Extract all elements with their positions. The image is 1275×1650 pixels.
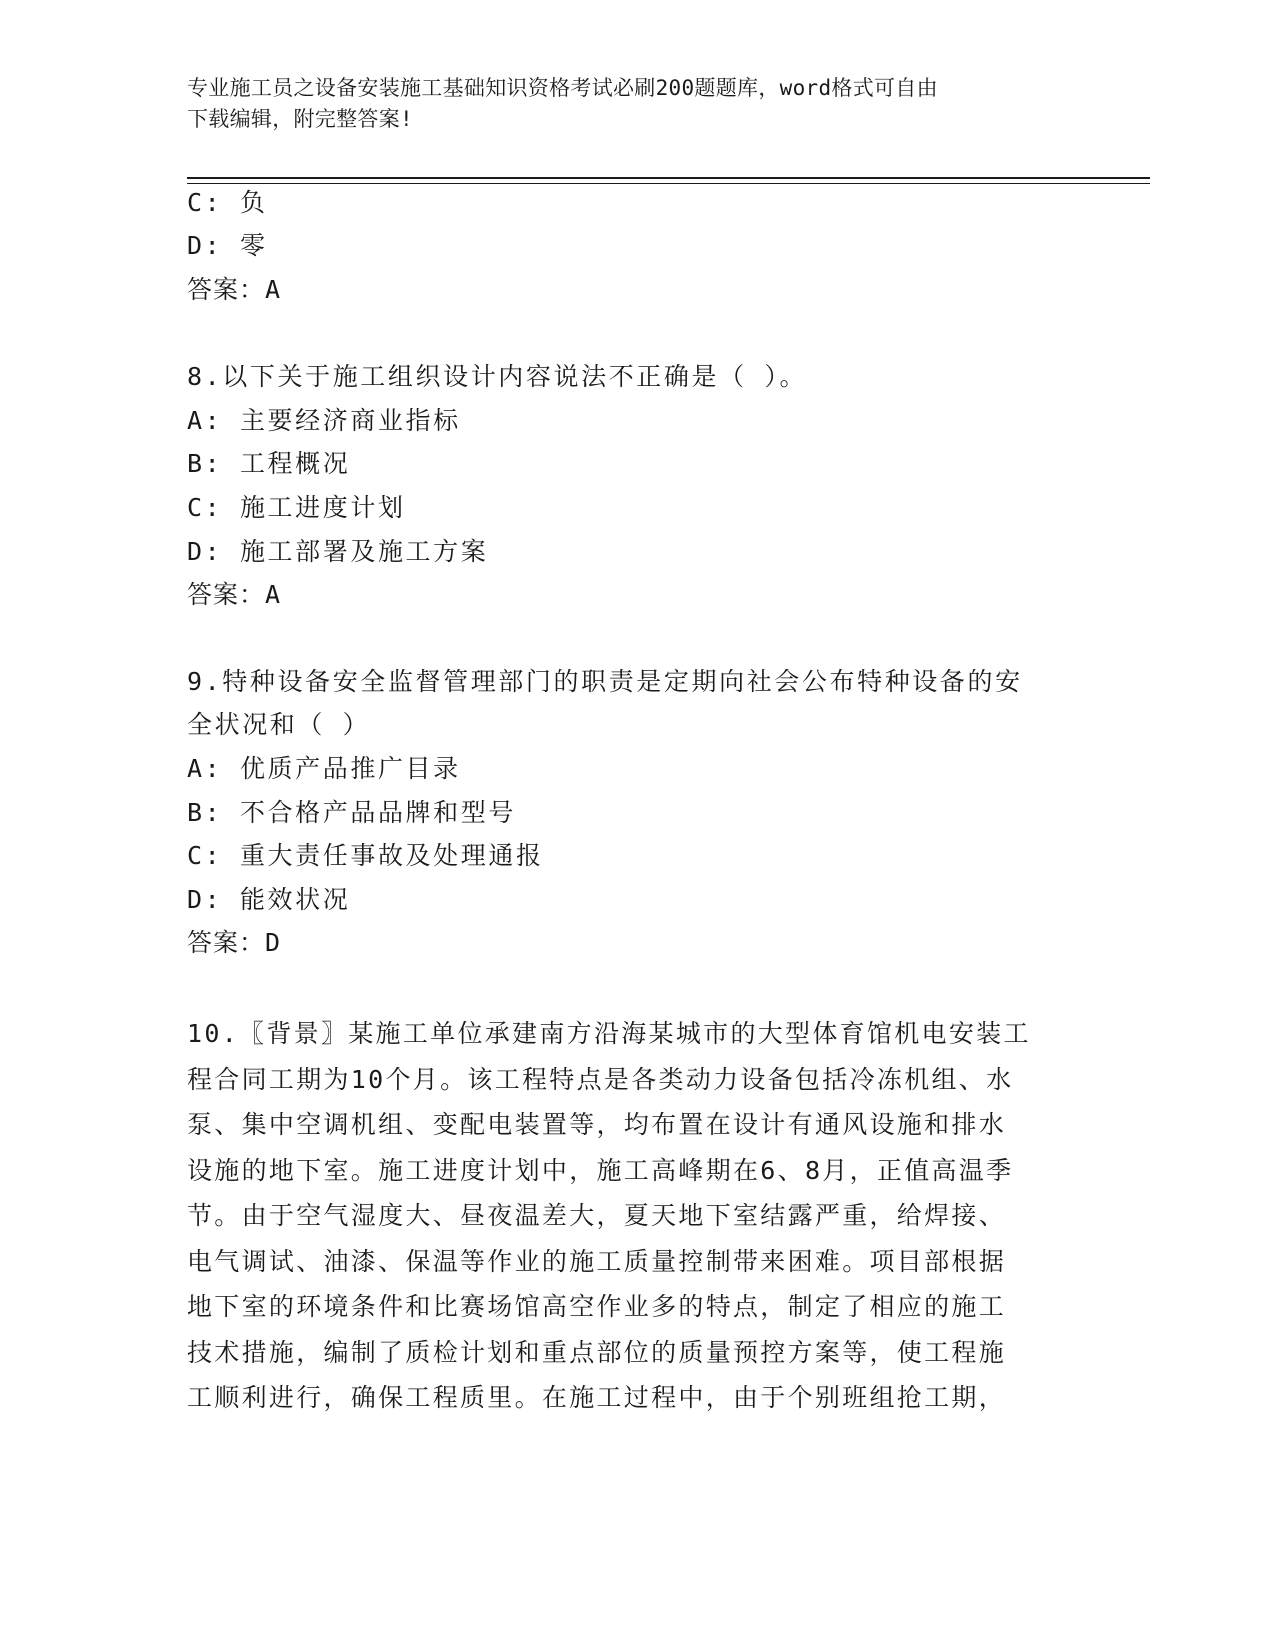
q9-option-c: C: 重大责任事故及处理通报 — [187, 841, 544, 870]
q9-question-line-1: 9.特种设备安全监督管理部门的职责是定期向社会公布特种设备的安 — [187, 667, 1023, 696]
header-title-line-2: 下载编辑，附完整答案! — [187, 107, 413, 131]
q8-question: 8.以下关于施工组织设计内容说法不正确是（ ）。 — [187, 362, 808, 391]
header-divider-thin — [187, 183, 1150, 184]
q9-answer: 答案：D — [187, 928, 282, 957]
q7-option-c: C: 负 — [187, 188, 268, 217]
q7-answer: 答案：A — [187, 275, 282, 304]
q10-line: 节。由于空气湿度大、昼夜温差大，夏天地下室结露严重，给焊接、 — [187, 1201, 1007, 1230]
q10-line: 工顺利进行，确保工程质里。在施工过程中，由于个别班组抢工期， — [187, 1383, 1007, 1412]
q9-question-line-2: 全状况和（ ） — [187, 710, 371, 739]
q9-option-d: D: 能效状况 — [187, 885, 351, 914]
header-divider-thick — [187, 177, 1150, 179]
q9-option-b: B: 不合格产品品牌和型号 — [187, 798, 516, 827]
header-title-line-1: 专业施工员之设备安装施工基础知识资格考试必刷200题题库，word格式可自由 — [187, 76, 938, 100]
q8-option-c: C: 施工进度计划 — [187, 493, 406, 522]
q8-option-b: B: 工程概况 — [187, 449, 351, 478]
q10-line: 技术措施，编制了质检计划和重点部位的质量预控方案等，使工程施 — [187, 1337, 1007, 1367]
q8-option-d: D: 施工部署及施工方案 — [187, 537, 489, 566]
q10-question — [187, 1011, 1067, 1421]
q10-line: 程合同工期为10个月。该工程特点是各类动力设备包括冷冻机组、水 — [187, 1064, 1014, 1094]
q7-option-d: D: 零 — [187, 231, 268, 260]
document-header — [187, 73, 1067, 135]
q10-line: 电气调试、油漆、保温等作业的施工质量控制带来困难。项目部根据 — [187, 1246, 1007, 1276]
q10-line: 设施的地下室。施工进度计划中，施工高峰期在6、8月，正值高温季 — [187, 1155, 1014, 1185]
q8-option-a: A: 主要经济商业指标 — [187, 406, 461, 435]
q9-option-a: A: 优质产品推广目录 — [187, 754, 461, 783]
q8-answer: 答案：A — [187, 580, 282, 609]
q10-line: 泵、集中空调机组、变配电装置等，均布置在设计有通风设施和排水 — [187, 1110, 1007, 1139]
q10-line: 10.〖背景〗某施工单位承建南方沿海某城市的大型体育馆机电安装工 — [187, 1019, 1031, 1048]
q10-line: 地下室的环境条件和比赛场馆高空作业多的特点，制定了相应的施工 — [187, 1292, 1007, 1321]
